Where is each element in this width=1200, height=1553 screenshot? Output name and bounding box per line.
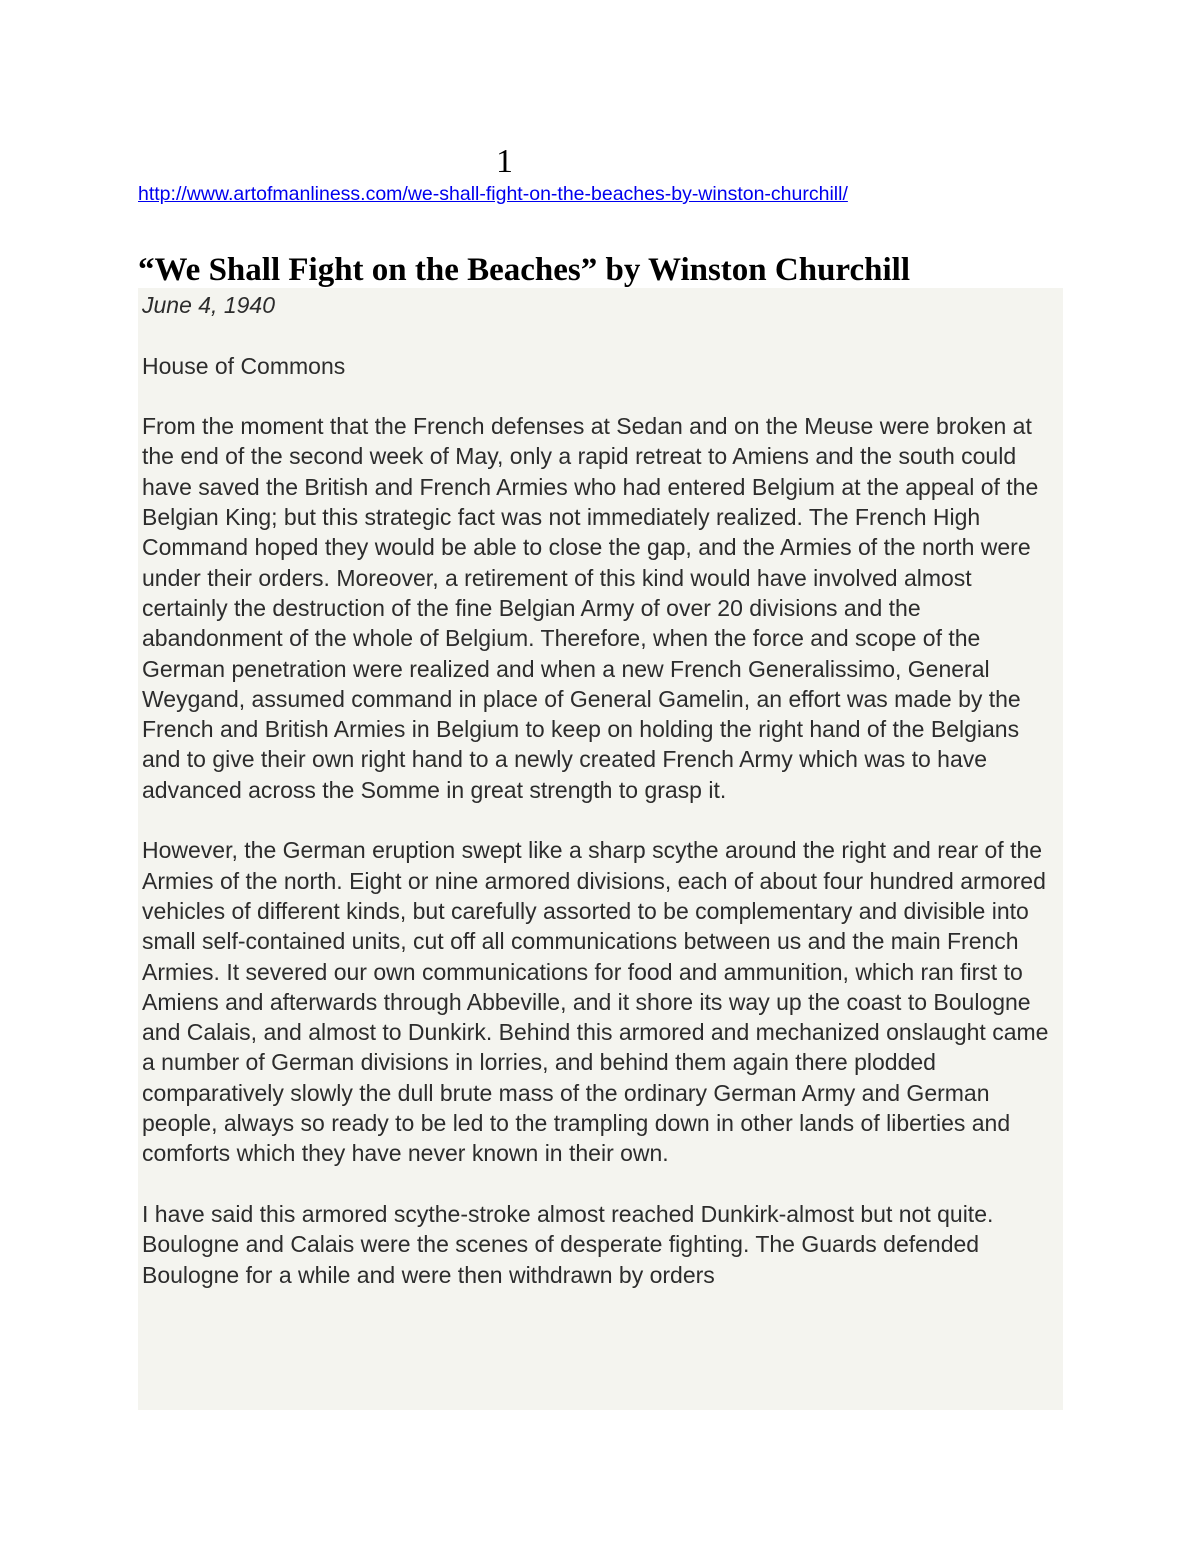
speech-content bbox=[138, 288, 1063, 1410]
paragraph: From the moment that the French defenses at Sedan and on the Meuse were broken at the end of the second week of May, only a rapid retreat to Amiens and the south could have saved the British and French Armies who had entered Belgium at the appeal of the Belgian King; but this strategic fact was not immediately realized. The French High Command hoped they would be able to close the gap, and the Armies of the north were under their orders. Moreover, a retirement of this kind would have involved almost certainly the destruction of the fine Belgian Army of over 20 divisions and the abandonment of the whole of Belgium. Therefore, when the force and scope of the German penetration were realized and when a new French Generalissimo, General Weygand, assumed command in place of General Gamelin, an effort was made by the French and British Armies in Belgium to keep on holding the right hand of the Belgians and to give their own right hand to a newly created French Army which was to have advanced across the Somme in great strength to grasp it. bbox=[142, 413, 1039, 803]
page-number: 1 bbox=[496, 143, 513, 180]
speech-date: June 4, 1940 bbox=[142, 292, 276, 318]
source-link[interactable]: http://www.artofmanliness.com/we-shall-fight-on-the-beaches-by-winston-churchill/ bbox=[138, 183, 848, 205]
paragraph: I have said this armored scythe-stroke almost reached Dunkirk-almost but not quite. Boulogne and Calais were the scenes of desperate fighting. The Guards defended Boulogne for a while and were then withdrawn by orders bbox=[142, 1200, 994, 1288]
speech-title: “We Shall Fight on the Beaches” by Winston Churchill bbox=[138, 252, 910, 288]
paragraph: However, the German eruption swept like a sharp scythe around the right and rear of the Armies of the north. Eight or nine armored divisions, each of about four hundred armored vehicles of different kinds, but carefully assorted to be complementary and divisible into small self-contained units, cut off all communications between us and the main French Armies. It severed our own communications for food and ammunition, which ran first to Amiens and afterwards through Abbeville, and it shore its way up the coast to Boulogne and Calais, and almost to Dunkirk. Behind this armored and mechanized onslaught came a number of German divisions in lorries, and behind them again there plodded comparatively slowly the dull brute mass of the ordinary German Army and German people, always so ready to be led to the trampling down in other lands of liberties and comforts which they have never known in their own. bbox=[142, 837, 1049, 1167]
speech-location: House of Commons bbox=[142, 352, 346, 379]
